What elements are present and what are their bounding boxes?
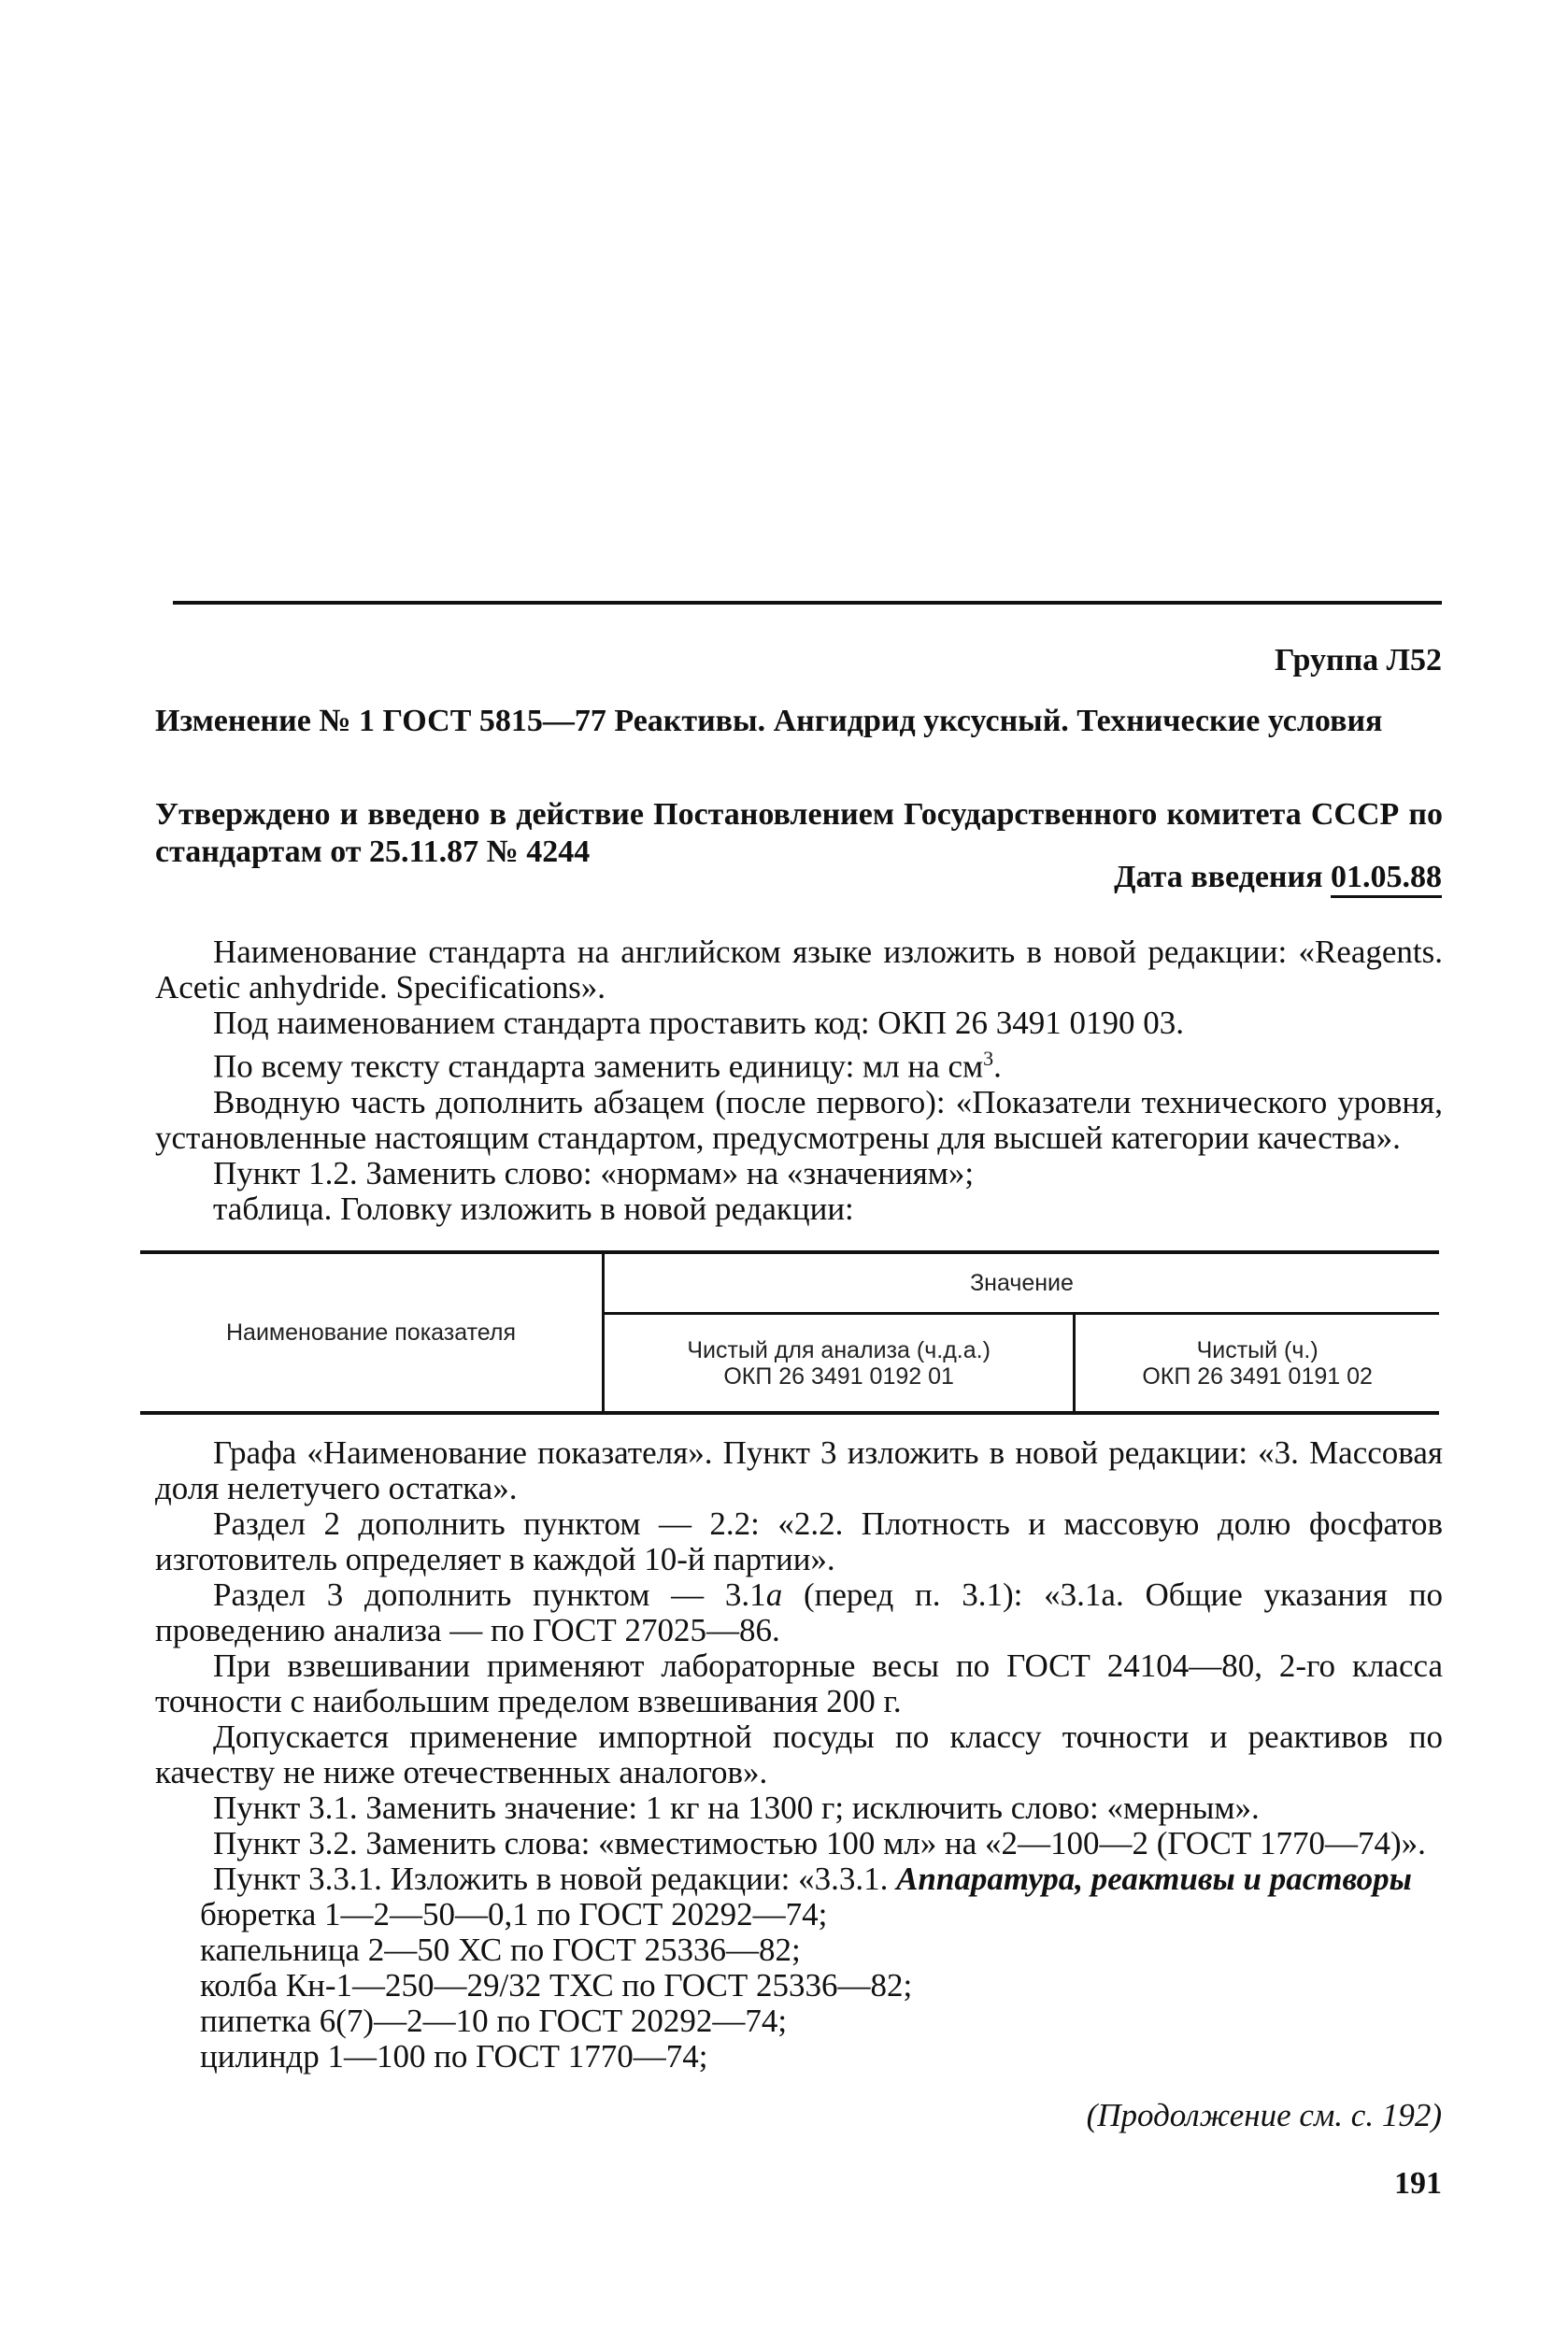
text: . — [993, 1048, 1002, 1085]
paragraph: Допускается применение импортной посуды по классу точности и реактивов по качеству не ниже отечественных аналогов». — [155, 1719, 1443, 1790]
body-section-2 — [155, 1435, 1443, 2075]
page-number: 191 — [1394, 2166, 1442, 2201]
superscript: 3 — [983, 1047, 994, 1070]
paragraph: Раздел 2 дополнить пунктом — 2.2: «2.2. Плотность и массовую долю фосфатов изготовитель определяет в каждой 10-й партии». — [155, 1505, 1443, 1577]
subcolumn-line: ОКП 26 3491 0191 02 — [1142, 1362, 1373, 1390]
paragraph: При взвешивании применяют лабораторные весы по ГОСТ 24104—80, 2-го класса точности с наибольшим пределом взвешивания 200 г. — [155, 1647, 1443, 1719]
text: (перед п. 3.1): «3.1а. Общие указания по проведению анализа — по ГОСТ 27025—86. — [155, 1576, 1443, 1648]
date-label: Дата введения — [1114, 860, 1323, 894]
apparatus-list — [155, 1897, 1443, 2075]
group-code: Группа Л52 — [1275, 643, 1442, 677]
paragraph: Пункт 3.1. Заменить значение: 1 кг на 1300 г; исключить слово: «мерным». — [213, 1790, 1260, 1826]
paragraph: Наименование стандарта на английском языке изложить в новой редакции: «Reagents. Acetic anhydride. Specifications». — [155, 934, 1443, 1005]
body-section-1 — [155, 934, 1443, 1227]
paragraph: Вводную часть дополнить абзацем (после первого): «Показатели технического уровня, установленные настоящим стандартом, предусмотрены для высшей категории качества». — [155, 1083, 1443, 1156]
subcolumn-line: Чистый для анализа (ч.д.а.) — [687, 1336, 991, 1363]
list-item: капельница 2—50 ХС по ГОСТ 25336—82; — [200, 1932, 801, 1968]
italic-text: а — [765, 1576, 783, 1613]
paragraph: Пункт 3.2. Заменить слова: «вместимостью 100 мл» на «2—100—2 (ГОСТ 1770—74)». — [213, 1825, 1426, 1861]
approval-statement: Утверждено и введено в действие Постановлением Государственного комитета СССР по стандартам от 25.11.87 № 4244 — [155, 797, 1443, 869]
paragraph: Пункт 1.2. Заменить слово: «нормам» на «значениям»; — [213, 1154, 975, 1191]
list-item: пипетка 6(7)—2—10 по ГОСТ 20292—74; — [200, 2003, 788, 2039]
column-value-header: Значение — [604, 1252, 1440, 1314]
subcolumn-line: ОКП 26 3491 0192 01 — [723, 1362, 954, 1390]
continuation-note: (Продолжение см. с. 192) — [1086, 2097, 1442, 2133]
text: Пункт 3.3.1. Изложить в новой редакции: «3.3.1. — [213, 1861, 897, 1897]
text: Раздел 3 дополнить пунктом — 3.1 — [213, 1576, 766, 1613]
list-item: цилиндр 1—100 по ГОСТ 1770—74; — [200, 2038, 708, 2075]
paragraph — [155, 1861, 1443, 1897]
italic-heading: Аппаратура, реактивы и растворы — [896, 1861, 1412, 1897]
paragraph: Под наименованием стандарта проставить код: ОКП 26 3491 0190 03. — [213, 1005, 1184, 1041]
column-name-header: Наименование показателя — [140, 1252, 604, 1413]
list-item: колба Кн-1—250—29/32 ТХС по ГОСТ 25336—82; — [200, 1967, 913, 2004]
introduction-date — [1114, 860, 1442, 895]
table-header — [140, 1250, 1439, 1415]
paragraph: Графа «Наименование показателя». Пункт 3 изложить в новой редакции: «3. Массовая доля нелетучего остатка». — [155, 1434, 1443, 1506]
text: По всему тексту стандарта заменить единицу: мл на см — [213, 1048, 984, 1085]
list-item: бюретка 1—2—50—0,1 по ГОСТ 20292—74; — [200, 1896, 828, 1933]
top-rule — [173, 601, 1442, 605]
date-value: 01.05.88 — [1331, 860, 1442, 898]
subcolumn-line: Чистый (ч.) — [1196, 1336, 1319, 1363]
paragraph — [155, 1577, 1443, 1648]
paragraph: таблица. Головку изложить в новой редакции: — [213, 1190, 854, 1227]
paragraph — [155, 1041, 1443, 1085]
subcolumn-pure-grade — [1075, 1314, 1439, 1414]
subcolumn-analytical-grade — [604, 1314, 1075, 1414]
amendment-title: Изменение № 1 ГОСТ 5815—77 Реактивы. Ангидрид уксусный. Технические условия — [155, 704, 1383, 738]
